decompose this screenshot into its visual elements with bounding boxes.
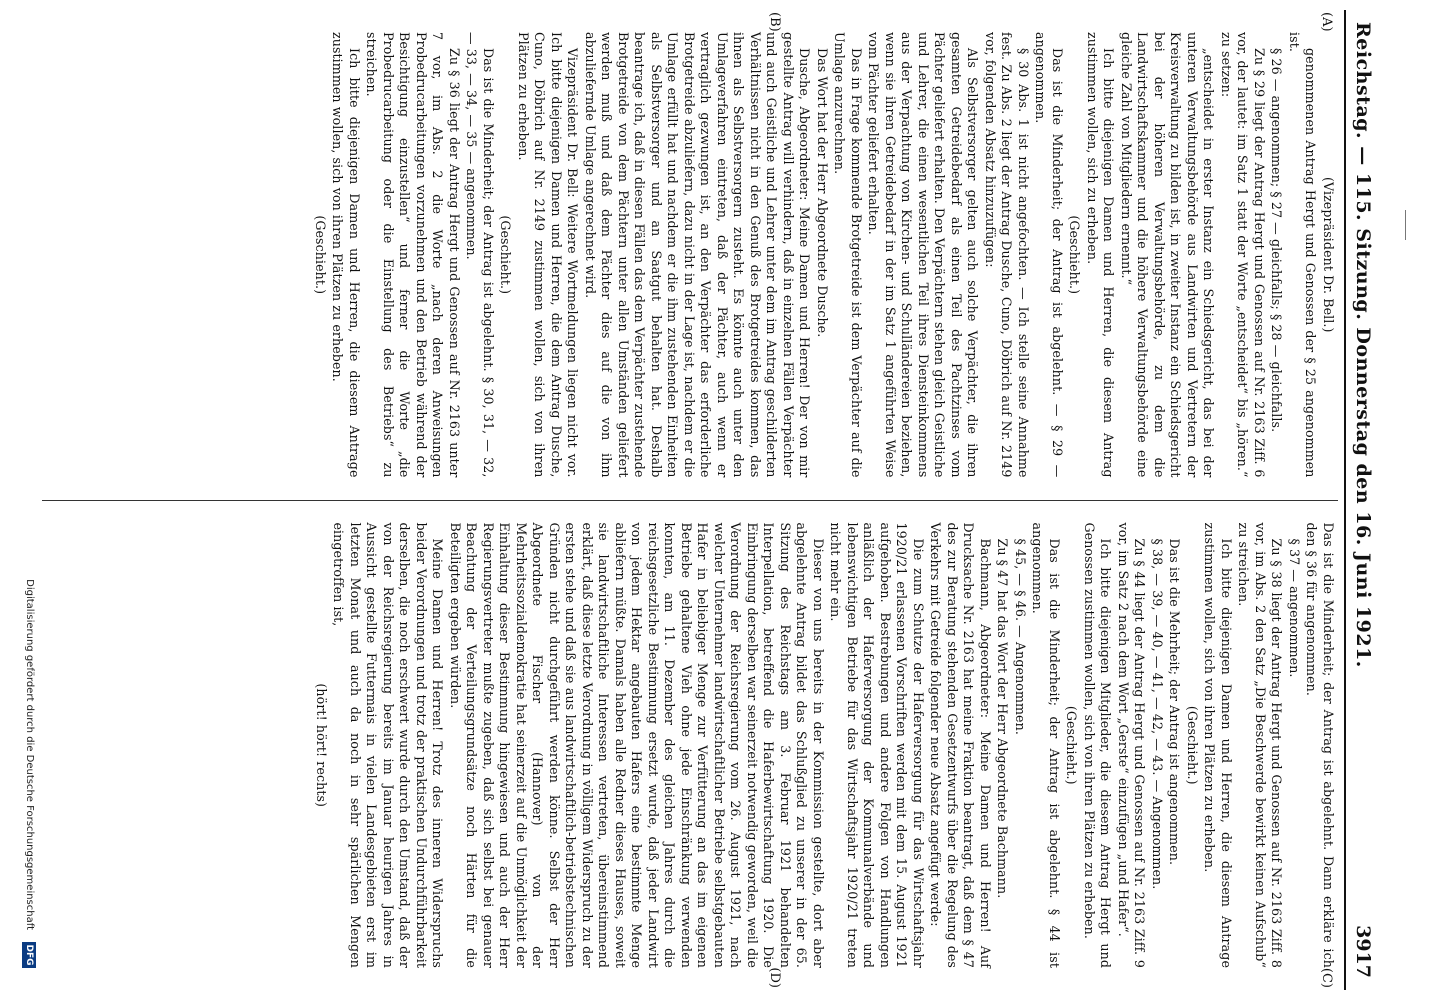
marker-d: (D) [767, 967, 782, 988]
paragraph: Bachmann, Abgeordneter: Meine Damen und Herren! Auf Drucksache Nr. 2163 hat meine Fraktion beantragt, daß dem § 47 des zur Beratung stehenden Gesetzentwurfs über die Regelung des Verkehrs mit Getreide folgender neue Absatz angefügt werde: [928, 522, 993, 968]
paragraph: (Geschieht.) [1064, 705, 1080, 785]
marker-c: (C) [1319, 967, 1334, 988]
paragraph: Die zum Schutze der Haferversorgung für das Wirtschaftsjahr 1920/21 erlassenen Vorschriften werden mit dem 15. August 1921 aufgehoben. Bestrebungen und andere Folgen von Handlungen anläßlich der Haferversorgung der Kommunalverbände und lebenswichtigen Betriebe für das Wirtschaftsjahr 1920/21 treten nicht mehr ein. [828, 522, 926, 968]
paragraph: Zu § 44 liegt der Antrag Hergt und Genossen auf Nr. 2163 Ziff. 9 vor, im Satz 2 nach dem Wort „Gerste“ einzufügen „und Hafer“. [1116, 522, 1148, 968]
paragraph: „entscheidet in erster Instanz ein Schiedsgericht, das bei der unteren Verwaltungsbehörde aus Landwirten und Vertretern der Kreisverwaltung zu bilden ist, in zweiter Instanz ein Schiedsgericht bei der höheren Verwaltungsbehörde, zu dem die Landwirtschaftskammer und die höhere Verwaltungsbehörde eine gleiche Zahl von Mitgliedern ernennt.“ [1119, 32, 1217, 478]
paragraph: Dieser von uns bereits in der Kommission gestellte, dort aber abgelehnte Antrag bildet das Schlußglied zu unserer in der 65. Sitzung des Reichstags am 3. Februar 1921 behandelten Interpellation, betreffend die Haferbewirtschaftung 1920. Die Einbringung derselben war seinerzeit notwendig geworden, weil die Verordnung der Reichsregierung vom 26. August 1921, nach welcher Unternehmer landwirtschaftlicher Betriebe selbstgebauten Hafer in beliebiger Menge zur Verfütterung an das im eigenen Betriebe gehaltene Vieh ohne jede Einschränkung verwenden konnten, am 11. Dezember des gleichen Jahres durch die reichsgesetzliche Bestimmung ersetzt wurde, daß jeder Landwirt von jedem Hektar angebauten Hafers eine bestimmte Menge abliefern müßte. Damals haben alle Redner dieses Hauses, soweit sie landwirtschaftliche Interessen vertreten, übereinstimmend erklärt, daß diese letzte Verordnung in völligem Widerspruch zu der ersten stehe und daß sie aus landwirtschaftlich-betriebstechnischen Gründen nicht durchgeführt werden könne. Selbst der Herr Abgeordnete Fischer (Hannover) von der Mehrheitssozialdemokratie hat seinerzeit auf die Unmöglichkeit der Einhaltung dieser Bestimmung hingewiesen und auch der Herr Regierungsvertreter mußte zugeben, daß sich selbst bei genauer Beachtung der Verteilungsgrundsätze noch Härten für die Beteiligten ergeben würden. [448, 522, 826, 968]
right-column [42, 501, 1342, 991]
footer [24, 10, 38, 990]
marker-a: (A) [1319, 12, 1334, 32]
page-number: 3917 [1352, 925, 1374, 978]
paragraph: Das in Frage kommende Brotgetreide ist dem Verpächter auf die Umlage anzurechnen. [832, 32, 864, 478]
paragraph: (hört! hört! rechts) [314, 683, 329, 808]
paragraph: (Geschieht.) [1185, 705, 1200, 785]
paragraph: Das ist die Minderheit; der Antrag ist abgelehnt. § 44 ist angenommen. [1030, 522, 1062, 968]
paragraph: (Geschieht.) [1067, 215, 1083, 295]
paragraph: (Geschieht.) [498, 215, 514, 295]
paragraph: Dusche, Abgeordneter: Meine Damen und Herren! Der von mir gestellte Antrag will verhindern, daß in einzelnen Fällen Verpächter und auch Geistliche und Lehrer unter dem im Antrag geschilderten Verhältnissen nicht in den Genuß des Brotgetreides kommen, das ihnen als Selbstversorgern zusteht. Es könnte auch unter den Umlageverfahren eintreten, daß der Pächter, auch wenn er vertraglich gezwungen ist, an den Verpächter das erforderliche Brotgetreide abzuliefern, dazu nicht in der Lage ist, nachdem er die Umlage erfüllt hat und nachdem er die ihm zustehenden Einheiten als Selbstversorger und an Saatgut behalten hat. Deshalb beantrage ich, daß in diesen Fällen das dem Verpächter zustehende Brotgetreide von dem Pächtern unter allen Umständen geliefert werden muß und daß dem Pächter dies auf die von ihm abzuliefernde Umlage angerechnet wird. [583, 32, 813, 478]
paragraph: Ich bitte diejenigen Damen und Herren, die diesem Antrag zustimmen wollen, sich zu erheben. [1085, 32, 1117, 478]
page-header [1344, 10, 1392, 990]
paragraph: Ich bitte diejenigen Damen und Herren, die diesem Antrage zustimmen wollen, sich von ihren Plätzen zu erheben. [330, 32, 362, 478]
paragraph: Zu § 47 hat das Wort der Herr Abgeordnete Bachmann. [995, 538, 1011, 899]
paragraph: Das ist die Minderheit; der Antrag ist abgelehnt. § 30, 31, — 32, — 33, — 34, — 35 — angenommen. [464, 32, 496, 478]
paragraph: § 38, — 39, — 40, — 41, — 42, — 43. — Angenommen. [1150, 538, 1165, 890]
paragraph: Das ist die Minderheit; der Antrag ist abgelehnt. Dann erkläre ich den § 36 für angenommen. [1304, 522, 1336, 968]
paragraph: Ich bitte diejenigen Damen und Herren, die diesem Antrage zustimmen wollen, sich von ihren Plätzen zu erheben. [1202, 522, 1234, 968]
top-rule [1405, 210, 1406, 240]
paragraph: Das ist die Minderheit; der Antrag ist abgelehnt. — § 29 — angenommen. [1033, 32, 1065, 478]
paragraph: § 45, — § 46. — Angenommen. [1013, 538, 1028, 735]
text-columns [42, 10, 1342, 990]
paragraph: Das Wort hat der Herr Abgeordnete Dusche. [815, 48, 830, 338]
paragraph: § 37 — angenommen. [1287, 538, 1302, 678]
paragraph: Zu § 36 liegt der Antrag Hergt und Genossen auf Nr. 2163 unter 7 vor, im Abs. 2 die Worte „nach deren Anweisungen Probedrucarbeitungen vorzunehmen und den Betrieb während der Besichtigung einzustellen“ und ferner die Worte „die Probedrucarbeitung oder die Einstellung des Betriebs“ zu streichen. [364, 32, 462, 478]
footer-credit: Digitalisierung gefördert durch die Deutsche Forschungsgemeinschaft [24, 579, 35, 930]
header-title: Reichstag. — 115. Sitzung. Donnerstag den 16. Juni 1921. [1352, 22, 1374, 668]
paragraph: (Vizepräsident Dr. Bell.) [1321, 176, 1336, 333]
paragraph: Vizepräsident Dr. Bell: Weitere Wortmeldungen liegen nicht vor. Ich bitte diejenigen Damen und Herren, die dem Antrag Dusche, Cuno, Döbrich auf Nr. 2149 zustimmen wollen, sich von ihren Plätzen zu erheben. [516, 32, 581, 478]
paragraph: Ich bitte diejenigen Mitglieder, die diesem Antrag Hergt und Genossen zustimmen wollen, sich von ihren Plätzen zu erheben. [1082, 522, 1114, 968]
paragraph: (Geschieht.) [313, 215, 328, 295]
paragraph: Zu § 38 liegt der Antrag Hergt und Genossen auf Nr. 2163 Ziff. 8 vor, im Abs. 2 den Satz „Die Beschwerde bewirkt keinen Aufschub“ zu streichen. [1236, 522, 1285, 968]
paragraph: § 26 — angenommen; § 27 — gleichfalls; § 28 — gleichfalls. [1269, 48, 1285, 433]
left-column [42, 10, 1342, 500]
paragraph: Meine Damen und Herren! Trotz des inneren Widerspruchs beider Verordnungen und trotz der praktischen Undurchführbarkeit derselben, die noch erschwert wurde durch den Umstand, daß der von der Reichsregierung bereits im Januar heurigen Jahres in Aussicht gestellte Futtermais in vielen Landesgebieten erst im letzten Monat und auch da noch in sehr spärlichen Mengen eingetroffen ist, [331, 522, 446, 968]
paragraph: Das ist die Mehrheit; der Antrag ist angenommen. [1167, 538, 1183, 866]
paragraph: Als Selbstversorger gelten auch solche Verpächter, die ihren gesamten Getreidebedarf als einen Teil des Pachtzinses vom Pächter geliefert erhalten. Den Verpächtern stehen gleich Geistliche und Lehrer, die einen wesentlichen Teil ihres Diensteinkommens aus der Verpachtung von Kirchen- und Schulländereien beziehen, wenn sie ihren Getreidebedarf in der im Satz 1 angeführten Weise vom Pächter geliefert erhalten. [866, 32, 981, 478]
marker-b: (B) [767, 12, 782, 32]
paragraph: § 30 Abs. 1 ist nicht angefochten. — Ich stelle seine Annahme fest. Zu Abs. 2 liegt der Antrag Dusche, Cuno, Döbrich auf Nr. 2149 vor, folgenden Absatz hinzuzufügen: [983, 32, 1031, 478]
rotated-page [22, 10, 1412, 990]
dfg-logo-icon: DFG [22, 942, 36, 968]
paragraph: Zu § 29 liegt der Antrag Hergt und Genossen auf Nr. 2163 Ziff. 6 vor, der lautet: im Satz 1 statt der Worte „entscheidet“ bis „hören.“ zu setzen: [1219, 32, 1267, 478]
paragraph: genommenen Antrag Hergt und Genossen der § 25 angenommen ist. [1287, 32, 1319, 478]
